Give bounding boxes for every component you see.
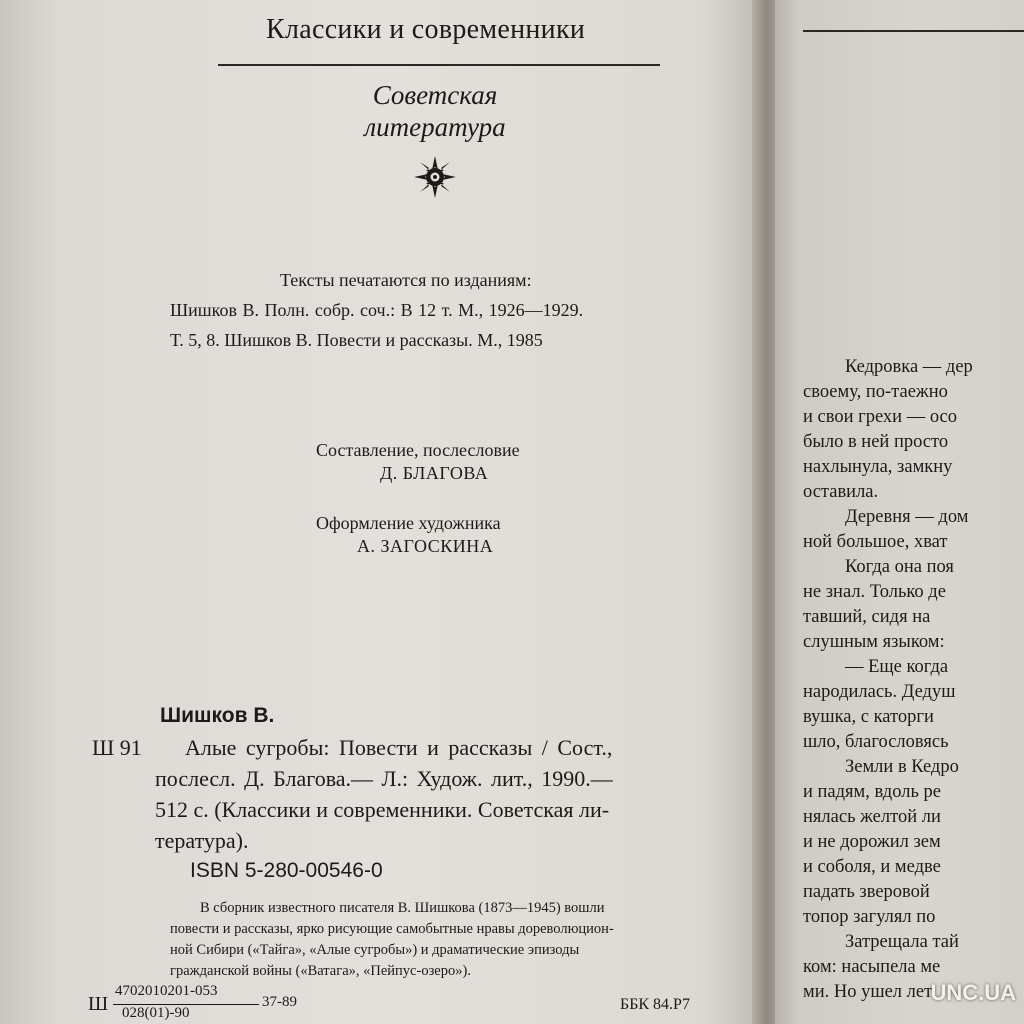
series-title: Классики и современники xyxy=(266,14,586,45)
biblio-line2: послесл. Д. Благова.— Л.: Худож. лит., 1990.— xyxy=(155,766,613,791)
star-emblem-icon xyxy=(414,156,456,198)
right-line: Кедровка — дер xyxy=(845,357,973,377)
right-line: Деревня — дом xyxy=(845,507,969,527)
series-rule xyxy=(218,64,660,66)
right-line: вушка, с каторги xyxy=(803,707,934,727)
right-line: ной большое, хват xyxy=(803,532,948,552)
compiler-name: Д. БЛАГОВА xyxy=(380,463,489,483)
watermark-logo: UNC.UA xyxy=(930,980,1016,1005)
designer-name: А. ЗАГОСКИНА xyxy=(357,536,494,556)
right-line: оставила. xyxy=(803,482,879,502)
right-line: и соболя, и медве xyxy=(803,857,941,877)
biblio-line3: 512 с. (Классики и современники. Советская ли- xyxy=(155,797,610,822)
right-line: Земли в Кедро xyxy=(845,757,959,777)
right-line: нялась желтой ли xyxy=(803,807,941,827)
biblio-author: Шишков В. xyxy=(160,704,275,727)
right-line: Когда она поя xyxy=(845,557,954,577)
footer-number: 37-89 xyxy=(262,994,297,1010)
subseries-line2: литература xyxy=(364,112,506,142)
footer-denominator: 028(01)-90 xyxy=(122,1005,190,1021)
annotation-line1: В сборник известного писателя В. Шишкова (1873—1945) вошли xyxy=(200,900,605,916)
annotation-line2: повести и рассказы, ярко рисующие самобытные нравы дореволюцион- xyxy=(170,921,614,937)
right-line: и падям, вдоль ре xyxy=(803,782,941,802)
biblio-code: Ш 91 xyxy=(92,735,142,760)
biblio-isbn: ISBN 5-280-00546-0 xyxy=(190,859,383,882)
editions-line2: Т. 5, 8. Шишков В. Повести и рассказы. М., 1985 xyxy=(170,330,543,350)
right-line: и не дорожил зем xyxy=(803,832,941,852)
editions-heading: Тексты печатаются по изданиям: xyxy=(280,270,532,290)
right-line: было в ней просто xyxy=(803,432,949,452)
designer-label: Оформление художника xyxy=(316,513,501,533)
footer-letter: Ш xyxy=(88,993,109,1015)
editions-line1: Шишков В. Полн. собр. соч.: В 12 т. М., 1926—1929. xyxy=(170,300,584,320)
right-line: ми. Но ушел лет xyxy=(803,982,933,1002)
right-line: слушным языком: xyxy=(803,632,945,652)
right-line: — Еще когда xyxy=(845,657,949,677)
annotation-line4: гражданской войны («Ватага», «Пейпус-озеро»). xyxy=(170,963,471,979)
right-line: шло, благословясь xyxy=(803,732,949,752)
subseries-line1: Советская xyxy=(372,80,498,110)
footer-numerator: 4702010201-053 xyxy=(115,983,218,999)
right-line: топор загулял по xyxy=(803,907,936,927)
biblio-line4: тература). xyxy=(155,828,249,853)
right-line: народилась. Дедуш xyxy=(803,682,956,702)
right-page-rule xyxy=(803,30,1024,32)
right-line: своему, по-таежно xyxy=(803,382,948,402)
biblio-line1: Алые сугробы: Повести и рассказы / Сост., xyxy=(185,735,613,760)
right-line: тавший, сидя на xyxy=(803,607,931,627)
right-line: и свои грехи — осо xyxy=(803,407,957,427)
footer-bbk: ББК 84.Р7 xyxy=(620,996,690,1013)
compiler-label: Составление, послесловие xyxy=(316,440,520,460)
right-line: Затрещала тай xyxy=(845,932,959,952)
annotation-line3: ной Сибири («Тайга», «Алые сугробы») и драматические эпизоды xyxy=(170,942,580,958)
right-line: падать зверовой xyxy=(803,882,930,902)
right-line: ком: насыпела ме xyxy=(803,957,941,977)
right-line: нахлынула, замкну xyxy=(803,457,953,477)
right-line: не знал. Только де xyxy=(803,582,946,602)
right-page xyxy=(775,0,1024,1024)
